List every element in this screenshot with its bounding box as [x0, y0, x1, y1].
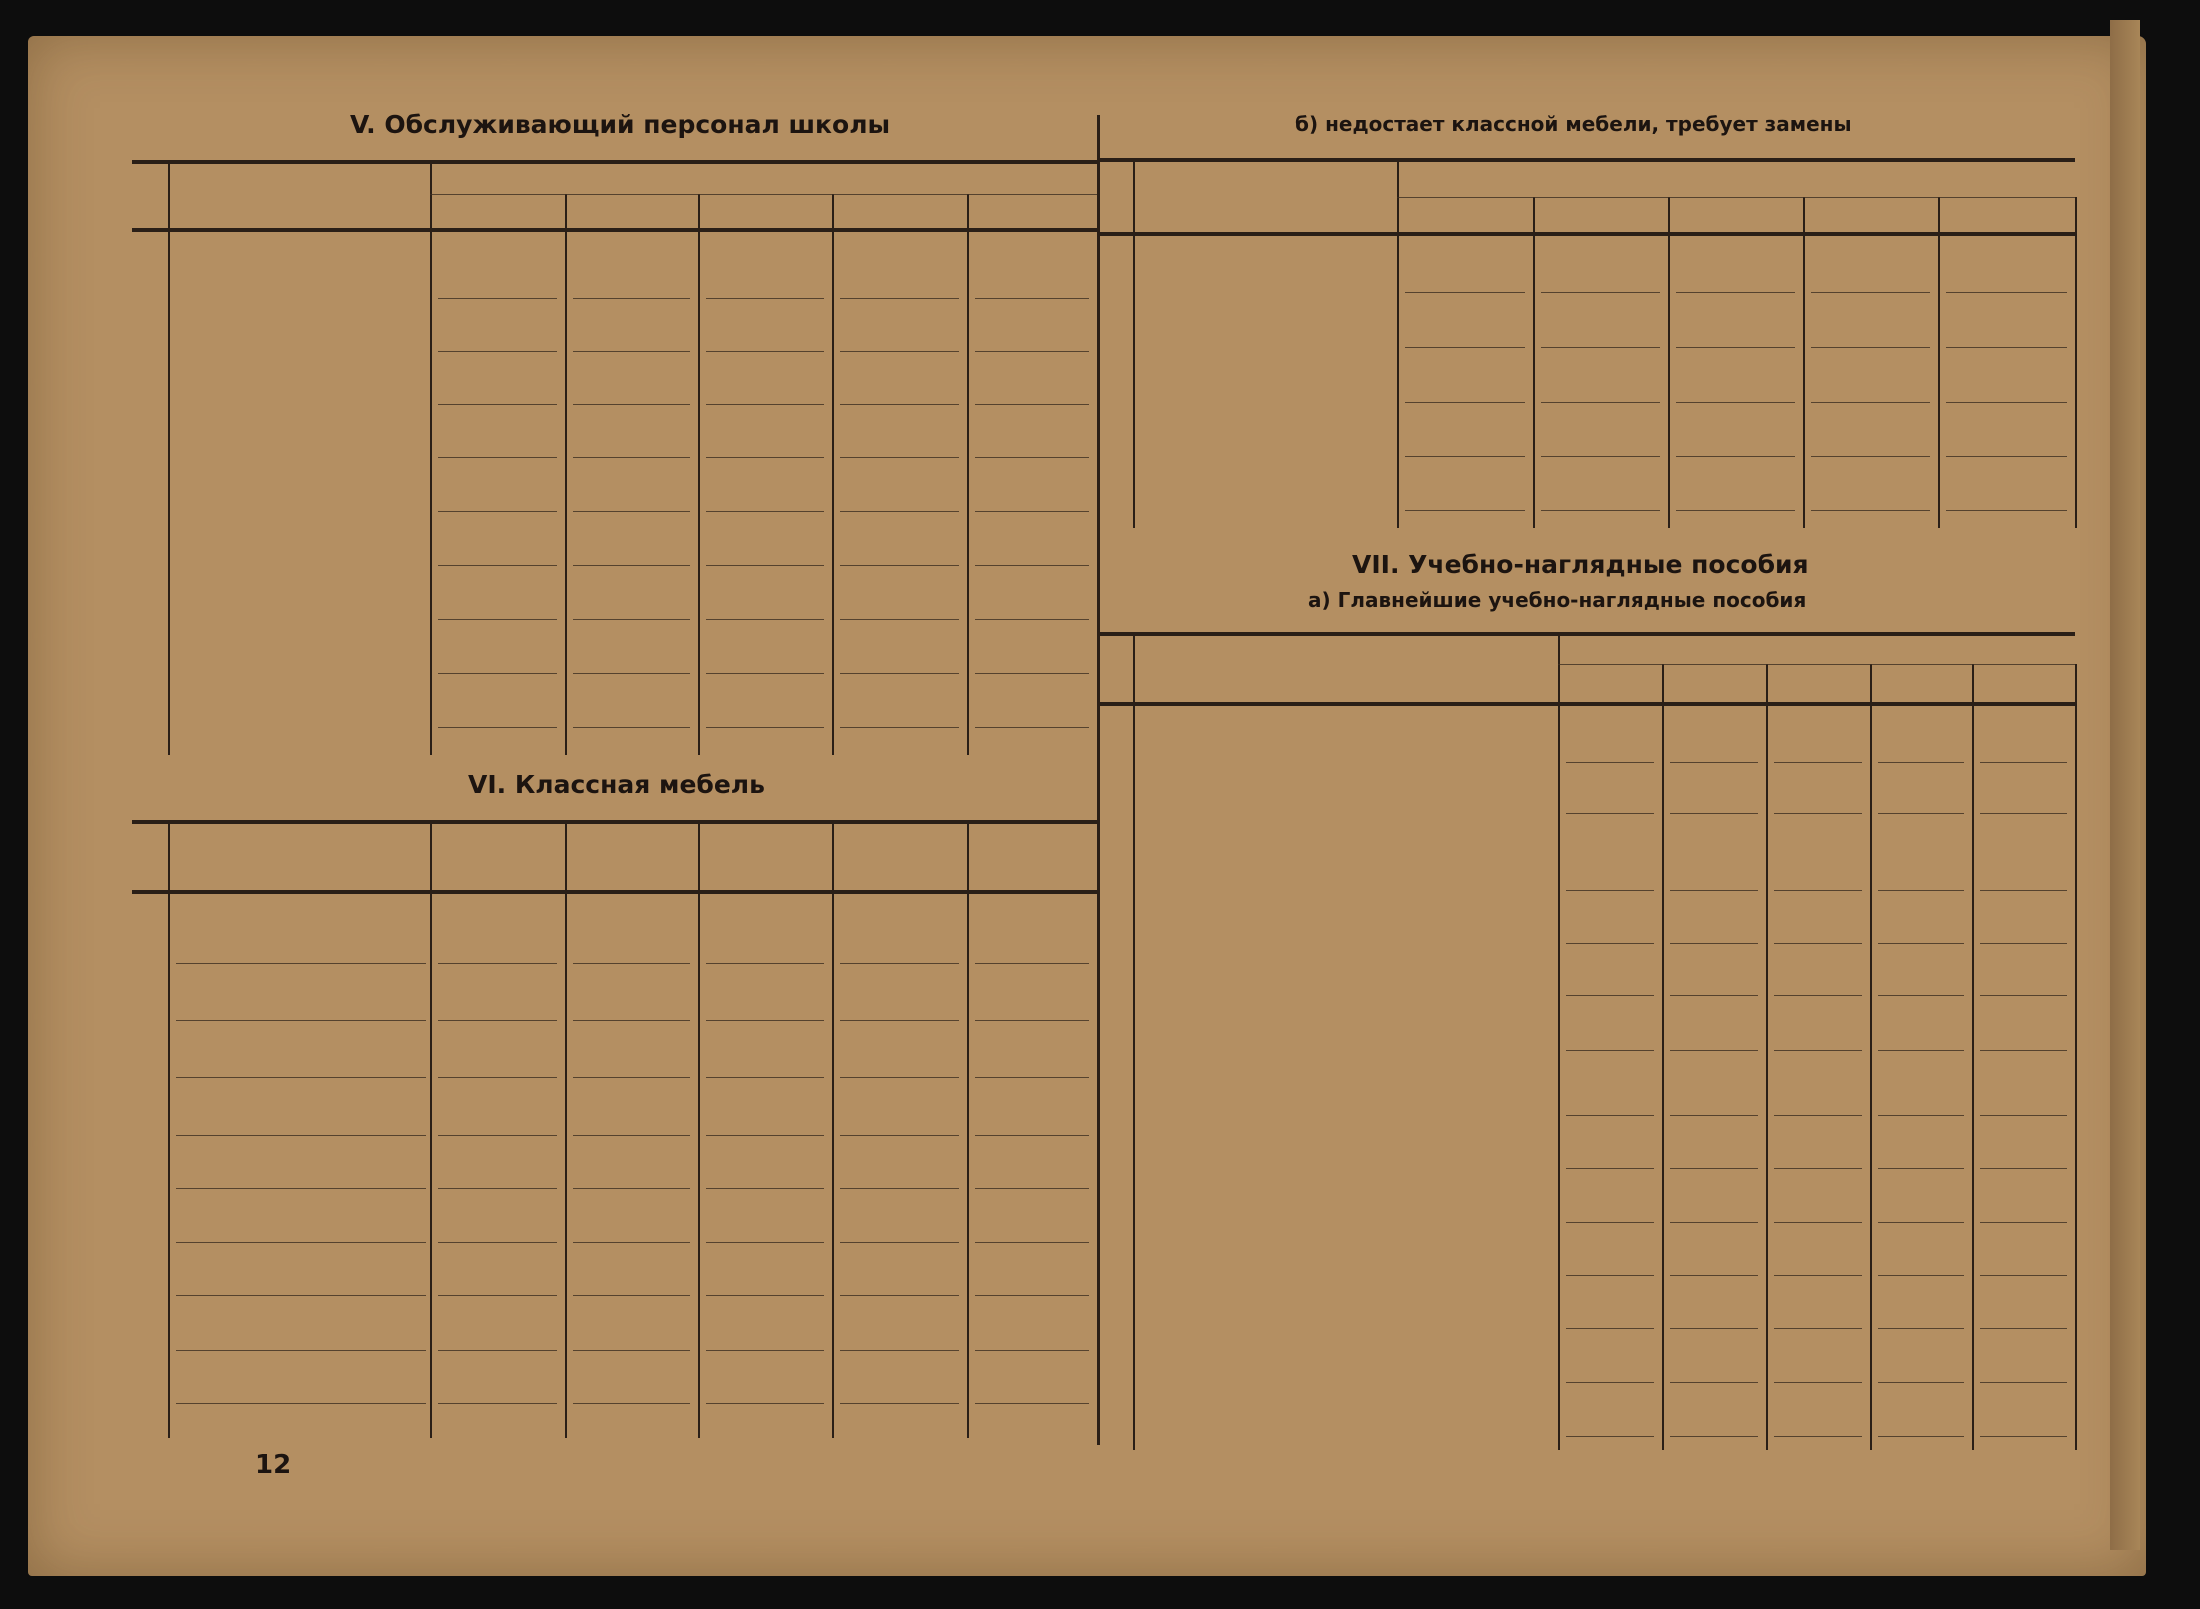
cell-underline: [1980, 890, 2067, 891]
cell-underline: [706, 619, 824, 620]
cell-underline: [706, 404, 824, 405]
cell-underline: [1566, 995, 1654, 996]
cell-underline: [1566, 1382, 1654, 1383]
cell-underline: [573, 351, 690, 352]
cell-underline: [1980, 1382, 2067, 1383]
cell-underline: [1878, 1275, 1964, 1276]
cell-underline: [1774, 890, 1862, 891]
table-top-rule: [132, 160, 1097, 164]
cell-underline: [706, 673, 824, 674]
cell-underline: [1676, 292, 1795, 293]
label-underline: [176, 963, 426, 964]
cell-underline: [573, 1295, 690, 1296]
cell-underline: [975, 457, 1089, 458]
no-col-rule: [168, 160, 170, 755]
cell-underline: [1670, 1115, 1758, 1116]
label-underline: [176, 1020, 426, 1021]
cell-underline: [1878, 890, 1964, 891]
cell-underline: [706, 1020, 824, 1021]
cell-underline: [1774, 1436, 1862, 1437]
cell-underline: [706, 1135, 824, 1136]
section-vii-title: VII. Учебно-наглядные пособия: [1352, 550, 1809, 579]
year-col-rule: [1803, 197, 1805, 528]
cell-underline: [438, 351, 557, 352]
cell-underline: [840, 1403, 959, 1404]
cell-underline: [840, 457, 959, 458]
cell-underline: [1670, 1382, 1758, 1383]
table-header-rule: [132, 890, 1097, 894]
cell-underline: [438, 298, 557, 299]
cell-underline: [438, 1295, 557, 1296]
year-col-rule: [967, 194, 969, 755]
cell-underline: [1670, 943, 1758, 944]
name-col-rule: [430, 820, 432, 1438]
cell-underline: [1811, 347, 1930, 348]
cell-underline: [573, 619, 690, 620]
cell-underline: [840, 404, 959, 405]
page-divider: [1097, 115, 1100, 1445]
cell-underline: [1566, 943, 1654, 944]
cell-underline: [573, 1350, 690, 1351]
cell-underline: [975, 511, 1089, 512]
cell-underline: [573, 1077, 690, 1078]
cell-underline: [1774, 1275, 1862, 1276]
cell-underline: [1980, 943, 2067, 944]
cell-underline: [1541, 456, 1660, 457]
table-header-rule: [132, 228, 1097, 232]
cell-underline: [438, 1403, 557, 1404]
cell-underline: [840, 619, 959, 620]
name-col-rule: [1397, 158, 1399, 528]
year-col-rule: [1662, 664, 1664, 1450]
cell-underline: [706, 1295, 824, 1296]
page-number: 12: [255, 1450, 292, 1480]
cell-underline: [1670, 1436, 1758, 1437]
cell-underline: [1676, 402, 1795, 403]
cell-underline: [706, 1077, 824, 1078]
cell-underline: [1774, 1050, 1862, 1051]
cell-underline: [840, 727, 959, 728]
cell-underline: [1946, 347, 2067, 348]
cell-underline: [1878, 762, 1964, 763]
year-col-rule: [967, 820, 969, 1438]
cell-underline: [573, 1403, 690, 1404]
cell-underline: [706, 457, 824, 458]
cell-underline: [1774, 1382, 1862, 1383]
cell-underline: [1405, 456, 1525, 457]
cell-underline: [1946, 510, 2067, 511]
no-col-rule: [1133, 632, 1135, 1450]
cell-underline: [1980, 1115, 2067, 1116]
cell-underline: [573, 1020, 690, 1021]
label-underline: [176, 1350, 426, 1351]
cell-underline: [706, 963, 824, 964]
cell-underline: [438, 511, 557, 512]
cell-underline: [1878, 1328, 1964, 1329]
cell-underline: [1980, 1168, 2067, 1169]
cell-underline: [975, 1020, 1089, 1021]
cell-underline: [1946, 402, 2067, 403]
cell-underline: [1980, 1328, 2067, 1329]
cell-underline: [1541, 402, 1660, 403]
section-vi-title: VI. Классная мебель: [468, 770, 765, 799]
cell-underline: [573, 565, 690, 566]
cell-underline: [1774, 995, 1862, 996]
cell-underline: [573, 963, 690, 964]
cell-underline: [706, 298, 824, 299]
cell-underline: [438, 1350, 557, 1351]
cell-underline: [1980, 1222, 2067, 1223]
cell-underline: [840, 1242, 959, 1243]
cell-underline: [1980, 762, 2067, 763]
cell-underline: [1670, 1168, 1758, 1169]
cell-underline: [840, 1188, 959, 1189]
label-underline: [176, 1242, 426, 1243]
cell-underline: [975, 1077, 1089, 1078]
cell-underline: [573, 298, 690, 299]
table-top-rule: [1100, 632, 2075, 636]
cell-underline: [840, 351, 959, 352]
year-col-rule: [832, 194, 834, 755]
cell-underline: [573, 1188, 690, 1189]
cell-underline: [1566, 1050, 1654, 1051]
cell-underline: [975, 298, 1089, 299]
cell-underline: [438, 727, 557, 728]
year-col-rule: [832, 820, 834, 1438]
year-col-rule: [1938, 197, 1940, 528]
cell-underline: [1774, 943, 1862, 944]
table-top-rule: [1100, 158, 2075, 162]
cell-underline: [840, 673, 959, 674]
cell-underline: [840, 1020, 959, 1021]
cell-underline: [975, 1135, 1089, 1136]
cell-underline: [1878, 995, 1964, 996]
cell-underline: [438, 963, 557, 964]
cell-underline: [1811, 292, 1930, 293]
cell-underline: [1676, 510, 1795, 511]
cell-underline: [1566, 1115, 1654, 1116]
cell-underline: [1811, 402, 1930, 403]
table-header-rule: [1100, 702, 2075, 706]
cell-underline: [1670, 995, 1758, 996]
cell-underline: [1811, 456, 1930, 457]
cell-underline: [1980, 813, 2067, 814]
cell-underline: [1774, 762, 1862, 763]
cell-underline: [840, 565, 959, 566]
cell-underline: [438, 619, 557, 620]
cell-underline: [1878, 1222, 1964, 1223]
no-col-rule: [1133, 158, 1135, 528]
cell-underline: [1878, 1050, 1964, 1051]
cell-underline: [1405, 510, 1525, 511]
year-col-rule: [565, 820, 567, 1438]
cell-underline: [1541, 292, 1660, 293]
cell-underline: [1878, 1168, 1964, 1169]
cell-underline: [438, 404, 557, 405]
cell-underline: [840, 1077, 959, 1078]
cell-underline: [1670, 813, 1758, 814]
cell-underline: [1541, 510, 1660, 511]
table-header-rule: [1100, 232, 2075, 236]
cell-underline: [573, 727, 690, 728]
cell-underline: [706, 727, 824, 728]
year-col-rule: [565, 194, 567, 755]
cell-underline: [975, 727, 1089, 728]
cell-underline: [1566, 762, 1654, 763]
year-col-rule: [1766, 664, 1768, 1450]
name-col-rule: [1558, 632, 1560, 1450]
cell-underline: [1946, 292, 2067, 293]
cell-underline: [1670, 1222, 1758, 1223]
cell-underline: [1878, 1382, 1964, 1383]
year-col-rule: [1870, 664, 1872, 1450]
cell-underline: [1878, 1436, 1964, 1437]
cell-underline: [840, 1295, 959, 1296]
cell-underline: [1946, 456, 2067, 457]
cell-underline: [975, 619, 1089, 620]
cell-underline: [1670, 1050, 1758, 1051]
cell-underline: [1878, 943, 1964, 944]
year-col-rule: [2075, 197, 2077, 528]
table-top-rule: [132, 820, 1097, 824]
label-underline: [176, 1403, 426, 1404]
year-col-rule: [698, 194, 700, 755]
cell-underline: [706, 1350, 824, 1351]
cell-underline: [438, 1135, 557, 1136]
section-vib-title: б) недостает классной мебели, требует замены: [1295, 112, 1852, 136]
cell-underline: [573, 1242, 690, 1243]
cell-underline: [1774, 1168, 1862, 1169]
cell-underline: [1566, 1222, 1654, 1223]
cell-underline: [975, 351, 1089, 352]
cell-underline: [438, 565, 557, 566]
cell-underline: [706, 351, 824, 352]
cell-underline: [1774, 1115, 1862, 1116]
cell-underline: [1670, 890, 1758, 891]
cell-underline: [573, 511, 690, 512]
cell-underline: [1405, 402, 1525, 403]
cell-underline: [1878, 813, 1964, 814]
section-vii-subtitle: а) Главнейшие учебно-наглядные пособия: [1308, 588, 1807, 612]
group-rule: [1558, 664, 2075, 665]
cell-underline: [1676, 347, 1795, 348]
cell-underline: [573, 404, 690, 405]
cell-underline: [975, 673, 1089, 674]
cell-underline: [1566, 1328, 1654, 1329]
cell-underline: [1980, 995, 2067, 996]
cell-underline: [1774, 1222, 1862, 1223]
cell-underline: [1774, 813, 1862, 814]
no-col-rule: [168, 820, 170, 1438]
cell-underline: [1566, 1168, 1654, 1169]
cell-underline: [706, 511, 824, 512]
label-underline: [176, 1135, 426, 1136]
cell-underline: [573, 457, 690, 458]
cell-underline: [975, 1350, 1089, 1351]
cell-underline: [840, 1135, 959, 1136]
cell-underline: [438, 1242, 557, 1243]
cell-underline: [1878, 1115, 1964, 1116]
cell-underline: [975, 404, 1089, 405]
cell-underline: [1670, 762, 1758, 763]
cell-underline: [840, 511, 959, 512]
section-v-title: V. Обслуживающий персонал школы: [350, 110, 891, 139]
cell-underline: [1566, 1275, 1654, 1276]
cell-underline: [840, 963, 959, 964]
cell-underline: [438, 673, 557, 674]
cell-underline: [706, 1242, 824, 1243]
label-underline: [176, 1295, 426, 1296]
year-col-rule: [1972, 664, 1974, 1450]
cell-underline: [1980, 1050, 2067, 1051]
cell-underline: [975, 1403, 1089, 1404]
cell-underline: [840, 1350, 959, 1351]
group-rule: [1397, 197, 2075, 198]
cell-underline: [975, 1295, 1089, 1296]
cell-underline: [706, 565, 824, 566]
cell-underline: [975, 1242, 1089, 1243]
label-underline: [176, 1188, 426, 1189]
cell-underline: [1670, 1275, 1758, 1276]
cell-underline: [438, 457, 557, 458]
cell-underline: [573, 673, 690, 674]
cell-underline: [840, 298, 959, 299]
cell-underline: [1774, 1328, 1862, 1329]
cell-underline: [1980, 1436, 2067, 1437]
ledger-page: [28, 36, 2146, 1576]
year-col-rule: [1668, 197, 1670, 528]
cell-underline: [1405, 292, 1525, 293]
cell-underline: [1405, 347, 1525, 348]
cell-underline: [1566, 1436, 1654, 1437]
cell-underline: [1670, 1328, 1758, 1329]
cell-underline: [975, 963, 1089, 964]
name-col-rule: [430, 160, 432, 755]
year-col-rule: [2075, 664, 2077, 1450]
cell-underline: [1541, 347, 1660, 348]
cell-underline: [1811, 510, 1930, 511]
cell-underline: [706, 1188, 824, 1189]
year-col-rule: [698, 820, 700, 1438]
label-underline: [176, 1077, 426, 1078]
group-rule: [430, 194, 1097, 195]
cell-underline: [438, 1188, 557, 1189]
cell-underline: [975, 565, 1089, 566]
cell-underline: [1566, 890, 1654, 891]
cell-underline: [706, 1403, 824, 1404]
cell-underline: [1566, 813, 1654, 814]
cell-underline: [573, 1135, 690, 1136]
cell-underline: [438, 1020, 557, 1021]
year-col-rule: [1533, 197, 1535, 528]
cell-underline: [1980, 1275, 2067, 1276]
cell-underline: [1676, 456, 1795, 457]
page-fold: [2110, 20, 2140, 1550]
cell-underline: [975, 1188, 1089, 1189]
cell-underline: [438, 1077, 557, 1078]
